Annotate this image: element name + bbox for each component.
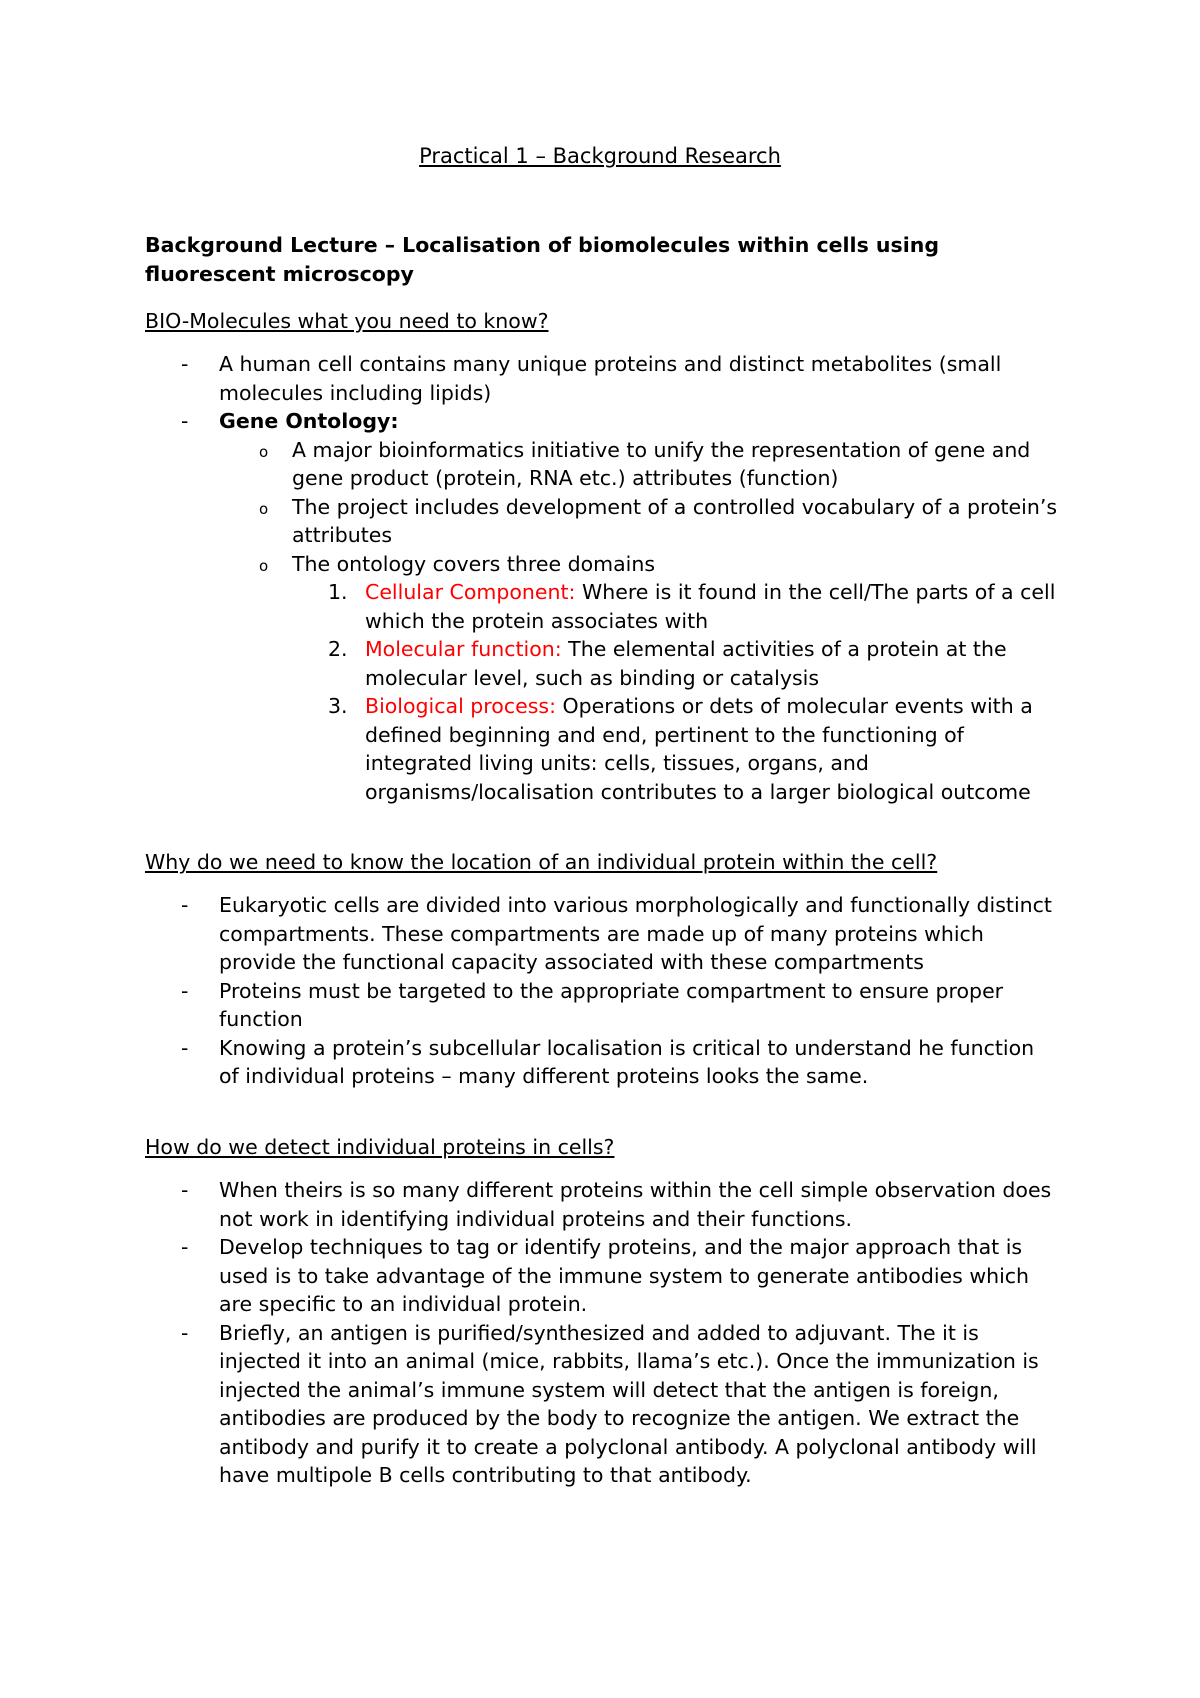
- sub-list-item: [259, 436, 1062, 493]
- domain-term: Cellular Component:: [365, 580, 576, 604]
- domain-number: 2.: [328, 637, 348, 661]
- detection-list: [0, 1176, 1200, 1490]
- sub-item-text: The project includes development of a controlled vocabulary of a protein’s attributes: [292, 494, 1058, 547]
- lecture-heading: Background Lecture – Localisation of biomolecules within cells using fluorescent microscopy: [145, 233, 939, 286]
- list-item: [0, 407, 1059, 806]
- list-item: [0, 977, 1059, 1034]
- domain-item: [328, 635, 1065, 692]
- bullet-text: Eukaryotic cells are divided into various morphologically and functionally distinct compartments. These compartments are made up of many proteins which provide the functional capacity associated with these compartments: [219, 893, 1052, 974]
- sub-list-item: [259, 493, 1062, 550]
- domains-list: [292, 578, 1062, 806]
- domain-number: 1.: [328, 580, 348, 604]
- domain-item: [328, 692, 1065, 806]
- list-item: [0, 1034, 1059, 1091]
- domain-description: The elemental activities of a protein at the molecular level, such as binding or catalysis: [365, 637, 1007, 690]
- section-title-detection: How do we detect individual proteins in cells?: [145, 1135, 615, 1159]
- list-item: [0, 1233, 1059, 1319]
- dash-bullet: -: [181, 1320, 189, 1345]
- bullet-text: When theirs is so many different proteins within the cell simple observation does not work in identifying individual proteins and their functions.: [219, 1178, 1052, 1231]
- dash-bullet: -: [181, 1235, 189, 1259]
- dash-bullet: -: [181, 1035, 189, 1060]
- domain-number: 3.: [328, 694, 348, 718]
- circle-bullet: o: [259, 499, 269, 518]
- gene-ontology-label: Gene Ontology:: [219, 409, 399, 433]
- domain-description: Operations or dets of molecular events with a defined beginning and end, pertinent to the functioning of integrated living units: cells, tissues, organs, and organisms/localisation contributes to a larger biological outcome: [365, 694, 1033, 804]
- list-item: [0, 1176, 1059, 1233]
- gene-ontology-sublist: [219, 436, 1059, 807]
- page-title: Practical 1 – Background Research: [419, 144, 781, 168]
- circle-bullet: o: [259, 442, 269, 461]
- dash-bullet: -: [181, 352, 189, 376]
- bullet-text: Develop techniques to tag or identify proteins, and the major approach that is used is to take advantage of the immune system to generate antibodies which are specific to an individual protein.: [219, 1235, 1030, 1316]
- domain-description: Where is it found in the cell/The parts of a cell which the protein associates with: [365, 580, 1056, 633]
- sub-item-text: The ontology covers three domains: [292, 551, 656, 576]
- dash-bullet: -: [181, 978, 189, 1003]
- dash-bullet: -: [181, 409, 189, 433]
- protein-location-list: [0, 891, 1200, 1091]
- dash-bullet: -: [181, 1178, 189, 1202]
- biomolecules-list: [0, 350, 1200, 806]
- list-item: [0, 350, 1059, 407]
- bullet-text: A human cell contains many unique proteins and distinct metabolites (small molecules including lipids): [219, 352, 1002, 405]
- sub-list-item: [259, 550, 1062, 807]
- circle-bullet: o: [259, 556, 269, 575]
- dash-bullet: -: [181, 893, 189, 917]
- domain-item: [328, 578, 1065, 635]
- bullet-text: Briefly, an antigen is purified/synthesized and added to adjuvant. The it is injected it into an animal (mice, rabbits, llama’s etc.). Once the immunization is injected the animal’s immune system will detect that the antigen is foreign, antibodies are produced by the body to recognize the antigen. We extract the antibody and purify it to create a polyclonal antibody. A polyclonal antibody will have multipole B cells contributing to that antibody.: [219, 1320, 1039, 1487]
- bullet-text: Knowing a protein’s subcellular localisation is critical to understand he function of individual proteins – many different proteins looks the same.: [219, 1035, 1035, 1088]
- section-title-protein-location: Why do we need to know the location of an individual protein within the cell?: [145, 850, 938, 874]
- domain-term: Molecular function:: [365, 637, 562, 661]
- domain-term: Biological process:: [365, 694, 556, 718]
- list-item: [0, 891, 1059, 977]
- list-item: [0, 1319, 1059, 1490]
- section-title-biomolecules: BIO-Molecules what you need to know?: [145, 309, 549, 333]
- sub-item-text: A major bioinformatics initiative to unify the representation of gene and gene product (protein, RNA etc.) attributes (function): [292, 437, 1031, 490]
- bullet-text: Proteins must be targeted to the appropriate compartment to ensure proper function: [219, 978, 1004, 1031]
